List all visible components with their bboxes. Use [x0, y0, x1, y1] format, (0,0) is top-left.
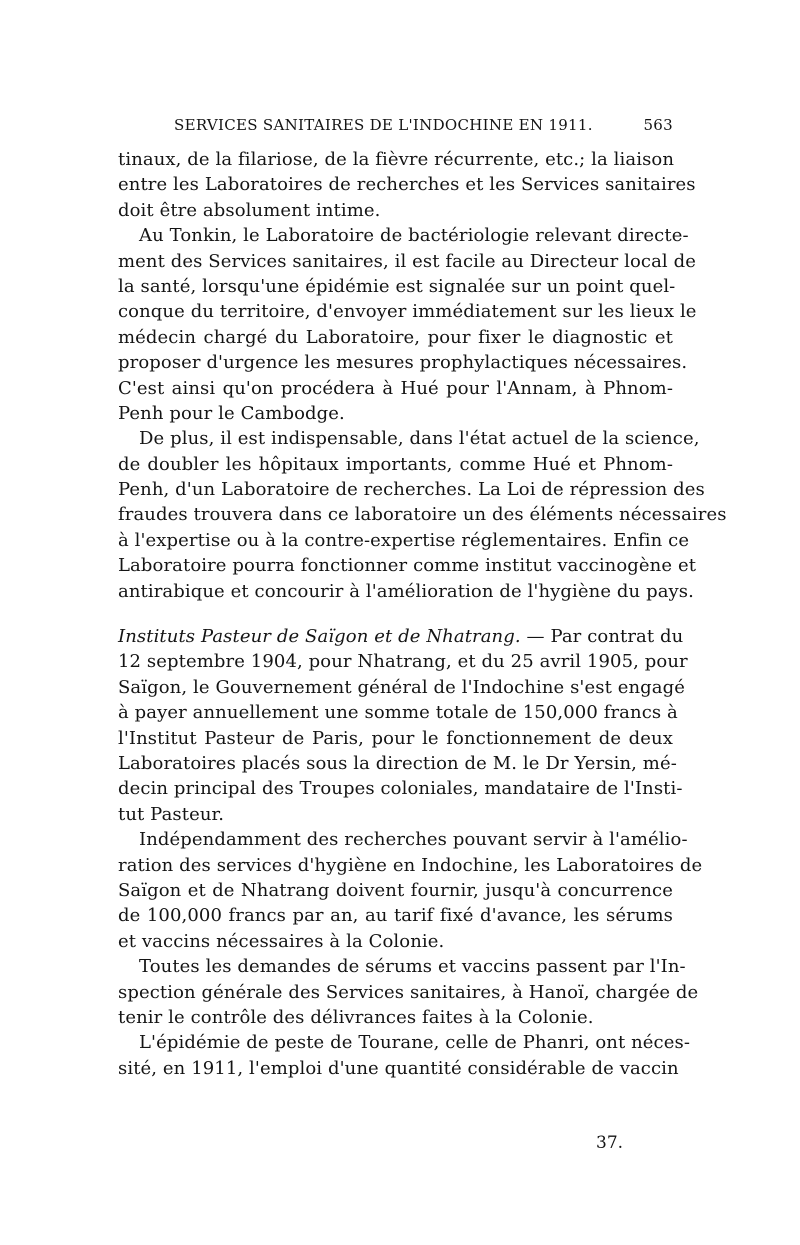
text-line: spection générale des Services sanitaires, à Hanoï, chargée de: [118, 981, 699, 1003]
signature-mark: 37.: [596, 1133, 624, 1153]
text-line: tenir le contrôle des délivrances faites à la Colonie.: [118, 1006, 594, 1028]
text-line: fraudes trouvera dans ce laboratoire un des éléments nécessaires: [118, 504, 727, 526]
text-line: Toutes les demandes de sérums et vaccins passent par l'In-: [139, 956, 686, 978]
text-line: L'épidémie de peste de Tourane, celle de Phanri, ont néces-: [139, 1032, 691, 1054]
text-line: à l'expertise ou à la contre-expertise réglementaires. Enfin ce: [118, 529, 690, 551]
text-line: et vaccins nécessaires à la Colonie.: [118, 930, 445, 952]
text-line: De plus, il est indispensable, dans l'état actuel de la science,: [139, 428, 700, 450]
paragraph-gap: [118, 604, 673, 624]
text-line: Saïgon et de Nhatrang doivent fournir, jusqu'à concurrence: [118, 879, 673, 901]
text-line: doit être absolument intime.: [118, 199, 381, 221]
text-line: conque du territoire, d'envoyer immédiatement sur les lieux le: [118, 301, 697, 323]
text-line: Laboratoire pourra fonctionner comme institut vaccinogène et: [118, 555, 697, 577]
text-line: Au Tonkin, le Laboratoire de bactériologie relevant directe-: [139, 225, 689, 247]
text-line: tut Pasteur.: [118, 803, 225, 825]
page-number: 563: [643, 116, 673, 134]
section-heading-line: [118, 624, 684, 649]
text-line: ration des services d'hygiène en Indochine, les Laboratoires de: [118, 854, 703, 876]
text-line: Penh, d'un Laboratoire de recherches. La Loi de répression des: [118, 479, 705, 501]
text-line: de 100,000 francs par an, au tarif fixé d'avance, les sérums: [118, 905, 673, 927]
text-run: — Par contrat du: [520, 626, 684, 648]
running-header: [118, 116, 673, 140]
text-line: decin principal des Troupes coloniales, mandataire de l'Insti-: [118, 778, 683, 800]
text-line: Saïgon, le Gouvernement général de l'Indochine s'est engagé: [118, 676, 685, 698]
text-line: médecin chargé du Laboratoire, pour fixer le diagnostic et: [118, 326, 673, 348]
text-line: antirabique et concourir à l'amélioration de l'hygiène du pays.: [118, 580, 694, 602]
text-line: 12 septembre 1904, pour Nhatrang, et du 25 avril 1905, pour: [118, 651, 688, 673]
text-line: de doubler les hôpitaux importants, comme Hué et Phnom-: [118, 453, 673, 475]
text-line: Laboratoires placés sous la direction de M. le Dr Yersin, mé-: [118, 752, 677, 774]
text-line: Penh pour le Cambodge.: [118, 402, 345, 424]
text-line: à payer annuellement une somme totale de 150,000 francs à: [118, 702, 678, 724]
text-line: entre les Laboratoires de recherches et les Services sanitaires: [118, 174, 696, 196]
text-line: Indépendamment des recherches pouvant servir à l'amélio-: [139, 829, 688, 851]
text-line: proposer d'urgence les mesures prophylactiques nécessaires.: [118, 352, 688, 374]
text-line: C'est ainsi qu'on procédera à Hué pour l'Annam, à Phnom-: [118, 377, 673, 399]
text-line: la santé, lorsqu'une épidémie est signalée sur un point quel-: [118, 275, 676, 297]
text-line: l'Institut Pasteur de Paris, pour le fonctionnement de deux: [118, 727, 673, 749]
section-heading: Instituts Pasteur de Saïgon et de Nhatrang.: [118, 626, 521, 648]
text-line: tinaux, de la filariose, de la fièvre récurrente, etc.; la liaison: [118, 149, 675, 170]
text-line: sité, en 1911, l'emploi d'une quantité considérable de vaccin: [118, 1057, 679, 1079]
text-line: ment des Services sanitaires, il est facile au Directeur local de: [118, 250, 696, 272]
body-text: [118, 147, 727, 1081]
running-title: SERVICES SANITAIRES DE L'INDOCHINE EN 1911.: [174, 116, 593, 134]
